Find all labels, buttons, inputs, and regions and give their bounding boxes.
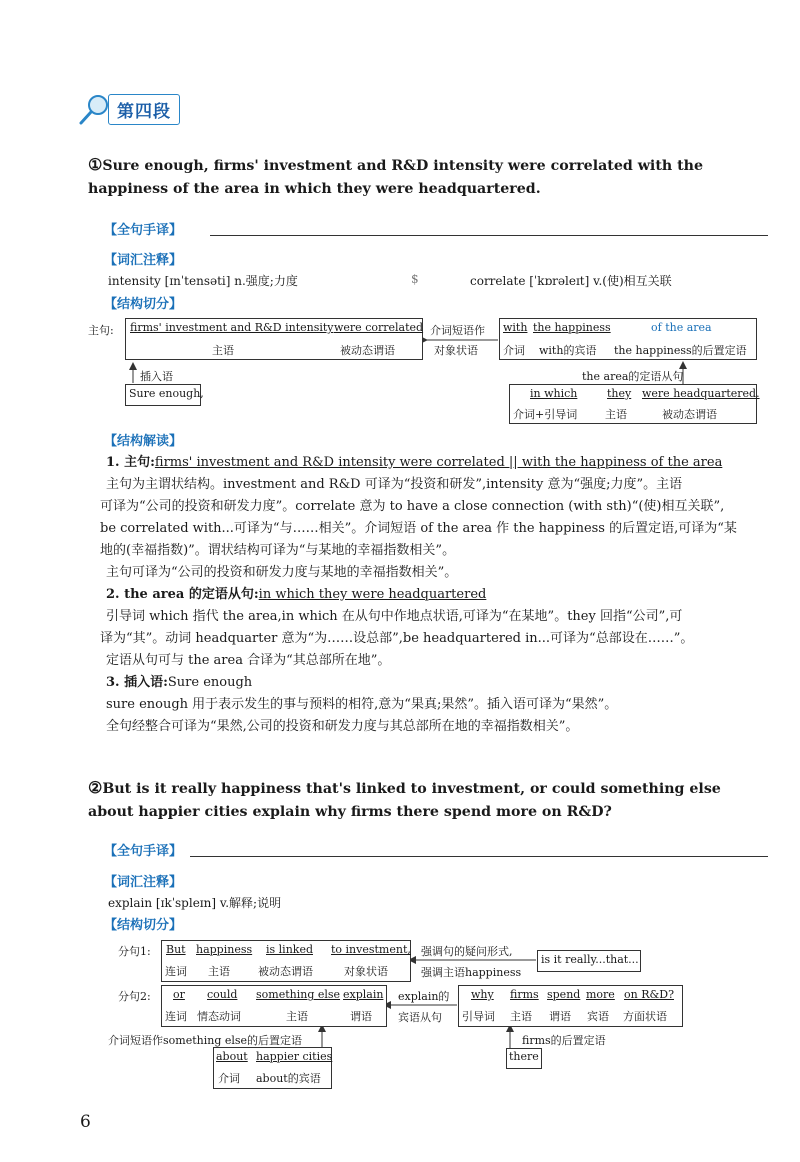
emphasis-note-2: 强调主语happiness [421, 966, 522, 979]
attr-tag: the happiness的后置定语 [614, 344, 747, 357]
but-tag: 连词 [165, 965, 187, 978]
vocab-label: 【词汇注释】 [104, 253, 183, 268]
subject-text: firms' investment and R&D intensity [130, 321, 334, 334]
with-text: with [503, 321, 528, 334]
point-1-line: 地的(幸福指数)”。谓状结构可译为“与某地的幸福指数相关”。 [100, 543, 456, 558]
point-2-line: 引导词 which 指代 the area,in which 在从句中作地点状语,可译为“在某地”。they 回指“公司”,可 [106, 609, 683, 624]
translation-label: 【全句手译】 [104, 844, 183, 859]
sentence-number: ① [88, 155, 103, 174]
point-3-line: 全句经整合可译为“果然,公司的投资和研发力度与其总部所在地的幸福指数相关”。 [106, 719, 579, 734]
point-1-line: be correlated with...可译为“与……相关”。介词短语 of the area 作 the happiness 的后置定语,可译为“某 [100, 521, 737, 536]
about-tag: 介词 [218, 1072, 240, 1085]
something-else-text: something else [256, 988, 341, 1001]
firms-tag: 主语 [510, 1010, 532, 1023]
happier-cities-tag: about的宾语 [256, 1072, 321, 1085]
point-1-line: 主句为主谓状结构。investment and R&D 可译为“投资和研发”,intensity 意为“强度;力度”。主语 [106, 477, 683, 492]
about-text: about [216, 1050, 248, 1063]
in-which-text: in which [530, 387, 578, 400]
could-tag: 情态动词 [197, 1010, 241, 1023]
is-it-text: is it really...that... [541, 953, 639, 966]
with-tag: 介词 [503, 344, 525, 357]
sentence-number: ② [88, 778, 103, 797]
something-else-tag: 主语 [286, 1010, 308, 1023]
happier-cities-text: happier cities [256, 1050, 333, 1063]
sentence-text: Sure enough, firms' investment and R&D intensity were correlated with the happiness of the area in which they were headquartered. [88, 158, 704, 197]
verb-text: were correlated [334, 321, 424, 334]
object-note-1: explain的 [398, 990, 450, 1003]
why-text: why [471, 988, 494, 1001]
pp-note-1: 介词短语作 [430, 324, 485, 337]
is-linked-tag: 被动态谓语 [258, 965, 313, 978]
vocab-intensity: intensity [ɪnˈtensəti] n.强度;力度 [108, 274, 298, 288]
were-hq-tag: 被动态谓语 [662, 408, 717, 421]
on-rd-text: on R&D? [624, 988, 674, 1001]
vocab-explain: explain [ɪkˈspleɪn] v.解释;说明 [108, 896, 282, 910]
explain-text: explain [343, 988, 384, 1001]
subject-tag: 主语 [212, 344, 234, 357]
point-1-line: 可译为“公司的投资和研发力度”。correlate 意为 to have a close connection (with sth)“(使)相互关联”, [100, 499, 725, 514]
object-note-2: 宾语从句 [398, 1011, 442, 1024]
spend-text: spend [547, 988, 581, 1001]
or-text: or [173, 988, 185, 1001]
point-2-line: 定语从句可与 the area 合译为“其总部所在地”。 [106, 653, 391, 668]
structure-label: 【结构切分】 [104, 918, 183, 933]
clause-tag: the area的定语从句 [582, 370, 684, 383]
of-the-area-text: of the area [651, 321, 712, 334]
pp-note-2: 对象状语 [434, 344, 478, 357]
on-rd-tag: 方面状语 [623, 1010, 667, 1023]
happiness-text: happiness [196, 943, 253, 956]
section-title: 第四段 [108, 94, 180, 125]
the-happiness-text: the happiness [533, 321, 611, 334]
point-2-line: 译为“其”。动词 headquarter 意为“为……设总部”,be headquartered in...可译为“总部设在……”。 [100, 631, 694, 646]
firms-text: firms [510, 988, 539, 1001]
vocab-label: 【词汇注释】 [104, 875, 183, 890]
to-investment-tag: 对象状语 [344, 965, 388, 978]
point-1-line: 主句可译为“公司的投资和研发力度与某地的幸福指数相关”。 [106, 565, 458, 580]
verb-tag: 被动态谓语 [340, 344, 395, 357]
page-number: 6 [80, 1112, 91, 1132]
happiness-tag: 主语 [208, 965, 230, 978]
clause-2-label: 分句2: [118, 990, 151, 1003]
but-text: But [166, 943, 186, 956]
with-object-tag: with的宾语 [539, 344, 597, 357]
main-clause-label: 主句: [88, 324, 114, 337]
explain-tag: 谓语 [350, 1010, 372, 1023]
point-3-line: sure enough 用于表示发生的事与预料的相符,意为“果真;果然”。插入语可译为“果然”。 [106, 697, 618, 712]
sentence-text: But is it really happiness that's linked to investment, or could something else about happier cities explain why firms there spend more on R&D? [88, 781, 721, 820]
point-1-head: 1. 主句: [106, 455, 155, 470]
they-text: they [607, 387, 632, 400]
point-3-sentence: Sure enough [167, 675, 253, 690]
translation-label: 【全句手译】 [104, 223, 183, 238]
pp-note: 介词短语作something else的后置定语 [108, 1034, 303, 1047]
point-1-sentence: firms' investment and R&D intensity were correlated || with the happiness of the area [154, 455, 723, 470]
clause-1-label: 分句1: [118, 945, 151, 958]
insert-tag: 插入语 [140, 370, 173, 383]
emphasis-note-1: 强调句的疑问形式, [421, 945, 513, 958]
in-which-tag: 介词+引导词 [513, 408, 578, 421]
there-note: firms的后置定语 [522, 1034, 606, 1047]
point-3-head: 3. 插入语: [106, 675, 168, 690]
there-text: there [509, 1050, 539, 1063]
were-hq-text: were headquartered. [642, 387, 760, 400]
more-text: more [586, 988, 615, 1001]
point-2-sentence: in which they were headquartered [258, 587, 487, 602]
they-tag: 主语 [605, 408, 627, 421]
dollar-mark: $ [411, 272, 419, 286]
why-tag: 引导词 [462, 1010, 495, 1023]
could-text: could [207, 988, 238, 1001]
point-2-head: 2. the area 的定语从句: [106, 587, 259, 602]
vocab-correlate: correlate [ˈkɒrəleɪt] v.(使)相互关联 [470, 274, 672, 288]
more-tag: 宾语 [587, 1010, 609, 1023]
insert-text: Sure enough, [129, 387, 204, 400]
structure-label: 【结构切分】 [104, 297, 183, 312]
spend-tag: 谓语 [549, 1010, 571, 1023]
or-tag: 连词 [165, 1010, 187, 1023]
analysis-label: 【结构解读】 [104, 434, 183, 449]
is-linked-text: is linked [266, 943, 313, 956]
to-investment-text: to investment, [331, 943, 411, 956]
